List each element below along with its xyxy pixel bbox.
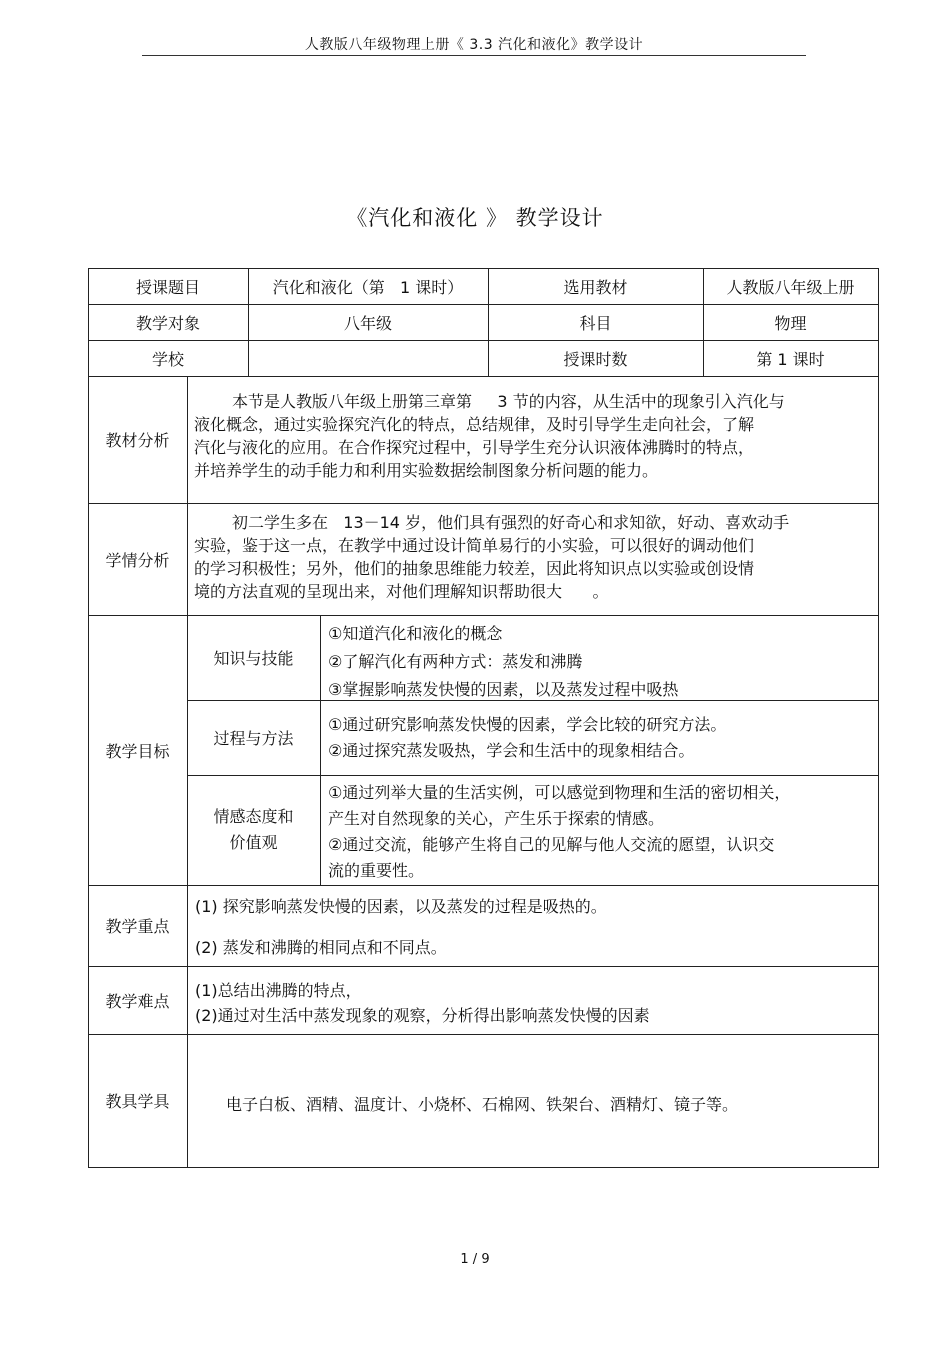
audience-label: 教学对象 (135, 313, 200, 333)
process-methods-label: 过程与方法 (213, 729, 294, 748)
objective-item: ①知道汽化和液化的概念 (328, 624, 503, 643)
key-point-item: (1) 探究影响蒸发快慢的因素，以及蒸发的过程是吸热的。 (195, 897, 607, 916)
table-rule (320, 615, 321, 885)
text-line: 初二学生多在 13－14 岁，他们具有强烈的好奇心和求知欲，好动、喜欢动手 (232, 513, 790, 532)
difficulties-label: 教学难点 (105, 991, 170, 1011)
text-line: 本节是人教版八年级上册第三章第 3 节的内容，从生活中的现象引入汽化与 (232, 392, 785, 411)
text-line: 的学习积极性；另外，他们的抽象思维能力较差，因此将知识点以实验或创设情 (194, 559, 755, 578)
emotion-values-label-line: 情感态度和 (213, 807, 294, 826)
running-header: 人教版八年级物理上册《 3.3 汽化和液化》教学设计 (304, 37, 644, 53)
objective-item: ②了解汽化有两种方式：蒸发和沸腾 (328, 652, 583, 671)
audience-value: 八年级 (343, 313, 392, 333)
process-methods-items (328, 712, 876, 764)
student-analysis-text (194, 511, 874, 603)
header-rule (142, 55, 806, 56)
teaching-tools-text: 电子白板、酒精、温度计、小烧杯、石棉网、铁架台、酒精灯、镜子等。 (226, 1095, 739, 1114)
table-rule (88, 376, 879, 377)
document-title: 《汽化和液化 》 教学设计 (346, 206, 604, 230)
difficulty-item: (2)通过对生活中蒸发现象的观察，分析得出影响蒸发快慢的因素 (195, 1006, 650, 1025)
objective-item: 流的重要性。 (328, 861, 425, 880)
text-line: 汽化与液化的应用。在合作探究过程中，引导学生充分认识液体沸腾时的特点， (194, 438, 755, 457)
class-hours-label: 授课时数 (563, 349, 628, 369)
difficulty-item: (1)总结出沸腾的特点， (195, 981, 362, 1000)
objective-item: 产生对自然现象的关心，产生乐于探索的情感。 (328, 809, 665, 828)
text-line: 实验，鉴于这一点，在教学中通过设计简单易行的小实验，可以很好的调动他们 (194, 536, 755, 555)
table-border-right (878, 268, 879, 1168)
table-rule (88, 966, 879, 967)
difficulties-items (195, 978, 875, 1028)
text-line: 液化概念，通过实验探究汽化的特点，总结规律，及时引导学生走向社会，了解 (194, 415, 755, 434)
objective-item: ②通过交流，能够产生将自己的见解与他人交流的愿望，认识交 (328, 835, 775, 854)
subject-value: 物理 (774, 313, 807, 333)
key-points-items (195, 895, 875, 960)
material-analysis-label: 教材分析 (105, 431, 170, 450)
table-rule (88, 503, 879, 504)
lesson-topic-value: 汽化和液化（第 1 课时） (272, 277, 464, 297)
text-line: 境的方法直观的呈现出来，对他们理解知识帮助很大 。 (194, 582, 609, 601)
key-point-item: (2) 蒸发和沸腾的相同点和不同点。 (195, 938, 447, 957)
objective-item: ①通过列举大量的生活实例，可以感觉到物理和生活的密切相关， (328, 783, 791, 802)
student-analysis-label: 学情分析 (105, 550, 170, 570)
teaching-tools-label: 教具学具 (105, 1092, 170, 1111)
subject-label: 科目 (579, 313, 612, 333)
table-rule (88, 1034, 879, 1035)
textbook-value: 人教版八年级上册 (726, 277, 855, 297)
objective-item: ③掌握影响蒸发快慢的因素，以及蒸发过程中吸热 (328, 680, 679, 699)
objectives-label: 教学目标 (105, 741, 170, 761)
material-analysis-text (194, 390, 874, 482)
emotion-values-label-line: 价值观 (229, 833, 278, 852)
knowledge-skills-items (328, 620, 876, 704)
knowledge-skills-label: 知识与技能 (213, 649, 294, 668)
objective-item: ②通过探究蒸发吸热，学会和生活中的现象相结合。 (328, 741, 695, 760)
emotion-values-label (187, 775, 320, 885)
textbook-label: 选用教材 (563, 277, 628, 297)
text-line: 并培养学生的动手能力和利用实验数据绘制图象分析问题的能力。 (194, 461, 659, 480)
emotion-values-items (328, 780, 876, 884)
table-rule (88, 885, 879, 886)
table-border-bottom (88, 1167, 879, 1168)
objective-item: ①通过研究影响蒸发快慢的因素，学会比较的研究方法。 (328, 715, 727, 734)
lesson-topic-label: 授课题目 (135, 277, 200, 297)
school-label: 学校 (151, 349, 184, 369)
key-points-label: 教学重点 (105, 917, 170, 936)
class-hours-value: 第 1 课时 (756, 349, 825, 369)
page-number: 1 / 9 (460, 1252, 490, 1267)
school-value (248, 340, 488, 376)
